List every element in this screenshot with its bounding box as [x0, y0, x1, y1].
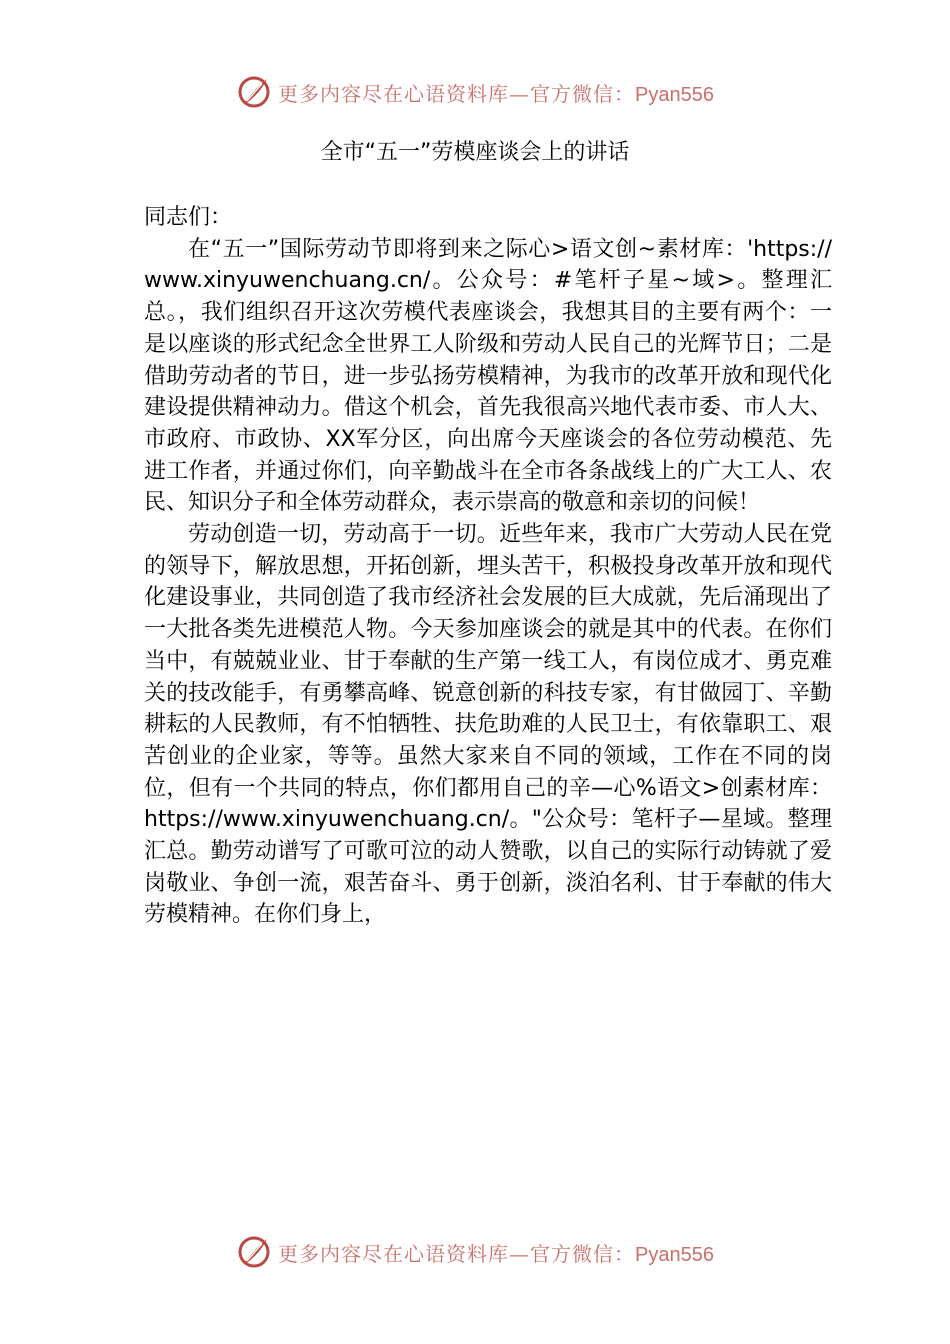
paragraph-1: 在“五一”国际劳动节即将到来之际心>语文创~素材库：'https://www.xinyuwenchuang.cn/。公众号：#笔杆子星~域>。整理汇总。，我们组织召开这次劳模代表座谈会，我想其目的主要有两个：一是以座谈的形式纪念全世界工人阶级和劳动人民自己的光辉节日；二是借助劳动者的节日，进一步弘扬劳模精神，为我市的改革开放和现代化建设提供精神动力。借这个机会，首先我很高兴地代表市委、市人大、市政府、市政协、XX军分区，向出席今天座谈会的各位劳动模范、先进工作者，并通过你们，向辛勤战斗在全市各条战线上的广大工人、农民、知识分子和全体劳动群众，表示崇高的敬意和亲切的问候！	[144, 236, 832, 516]
feather-circle-logo-icon	[236, 1234, 272, 1270]
banner-slogan: 更多内容尽在心语资料库	[278, 1241, 510, 1266]
banner-wechat-label: 官方微信：	[530, 1241, 636, 1266]
feather-circle-logo-icon	[236, 74, 272, 110]
banner-text	[278, 78, 714, 107]
header-banner	[0, 72, 950, 112]
footer-banner	[0, 1232, 950, 1272]
banner-text	[278, 1238, 714, 1267]
banner-separator: —	[509, 1241, 531, 1266]
banner-slogan: 更多内容尽在心语资料库	[278, 81, 510, 106]
document-body	[144, 202, 832, 931]
document-title: 全市“五一”劳模座谈会上的讲话	[320, 140, 630, 165]
banner-wechat-id: Pyan556	[635, 1243, 714, 1266]
banner-separator: —	[509, 81, 531, 106]
paragraph-2: 劳动创造一切，劳动高于一切。近些年来，我市广大劳动人民在党的领导下，解放思想，开拓创新，埋头苦干，积极投身改革开放和现代化建设事业，共同创造了我市经济社会发展的巨大成就，先后涌现出了一大批各类先进模范人物。今天参加座谈会的就是其中的代表。在你们当中，有兢兢业业、甘于奉献的生产第一线工人，有岗位成才、勇克难关的技改能手，有勇攀高峰、锐意创新的科技专家，有甘做园丁、辛勤耕耘的人民教师，有不怕牺牲、扶危助难的人民卫士，有依靠职工、艰苦创业的企业家，等等。虽然大家来自不同的领域，工作在不同的岗位，但有一个共同的特点，你们都用自己的辛—心%语文>创素材库：https://www.xinyuwenchuang.cn/。"公众号：笔杆子—星域。整理汇总。勤劳动谱写了可歌可泣的动人赞歌，以自己的实际行动铸就了爱岗敬业、争创一流，艰苦奋斗、勇于创新，淡泊名利、甘于奉献的伟大劳模精神。在你们身上，	[144, 522, 832, 928]
banner-wechat-id: Pyan556	[635, 83, 714, 106]
greeting: 同志们：	[144, 205, 233, 230]
banner-wechat-label: 官方微信：	[530, 81, 636, 106]
